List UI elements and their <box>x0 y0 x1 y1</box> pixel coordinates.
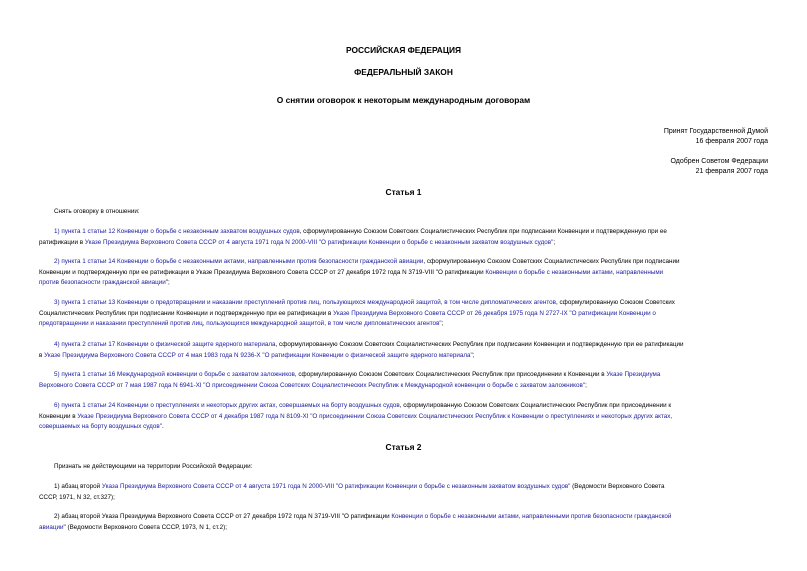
decree-link[interactable]: Указе Президиума Верховного Совета СССР от 4 декабря 1987 года N 8109-XI "О присоединении Союза Советских Социалистических Республик к Конвенции о преступлениях и некоторых других актах, <box>77 412 673 420</box>
decree-link-cont[interactable]: Верховного Совета СССР от 7 мая 1987 года N 6941-XI "О присоединении Союза Советских Социалистических Республик к Международной конвенции о борьбе с захватом заложников" <box>39 381 586 389</box>
article-1-item-1: 1) пункта 1 статьи 12 Конвенции о борьбе с незаконным захватом воздушных судов, сформулированную Союзом Советских Социалистических Республик при подписании Конвенции и подтвержденную при ее ратификации в Указе Президиума Верховного Совета СССР от 4 августа 1971 года N 2000-VIII "О ратификации Конвенции о борьбе с незаконным захватом воздушных судов"; <box>39 228 667 246</box>
article-2-heading: Статья 2 <box>385 442 422 452</box>
treaty-link[interactable]: 6) пункта 1 статьи 24 Конвенции о преступлениях и некоторых других актах, совершаемых на борту воздушных судов <box>54 402 400 409</box>
article-1-item-4: 4) пункта 2 статьи 17 Конвенции о физической защите ядерного материала, сформулированную Союзом Советских Социалистических Республик при подписании Конвенции и подтвержденную при ее ратификации в Указе Президиума Верховного Совета СССР от 4 мая 1983 года N 9236-X "О ратификации Конвенции о физической защите ядерного материала"; <box>39 341 684 359</box>
convention-link[interactable]: Конвенции о борьбе с незаконными актами, направленными <box>485 268 664 276</box>
article-1-item-6: 6) пункта 1 статьи 24 Конвенции о преступлениях и некоторых других актах, совершаемых на борту воздушных судов, сформулированную Союзом Советских Социалистических Республик при присоединении к Конвенции в Указе Президиума Верховного Совета СССР от 4 декабря 1987 года N 8109-XI "О присоединении Союза Советских Социалистических Республик к Конвенции о преступлениях и некоторых других актах, совершаемых на борту воздушных судов". <box>39 402 673 430</box>
decree-link-cont[interactable]: предотвращении и наказании преступлений против лиц, пользующихся международной защитой, в том числе дипломатических агентов" <box>39 320 442 327</box>
treaty-link[interactable]: 4) пункта 2 статьи 17 Конвенции о физической защите ядерного материала <box>54 341 276 348</box>
article-1-item-3: 3) пункта 1 статьи 13 Конвенции о предотвращении и наказании преступлений против лиц, пользующихся международной защитой, в том числе дипломатических агентов, сформулированную Союзом Советских Социалистических Республик при подписании Конвенции и подтвержденную при ее ратификации в Указе Президиума Верховного Совета СССР от 26 декабря 1975 года N 2727-IX "О ратификации Конвенции о предотвращении и наказании преступлений против лиц, пользующихся международной защитой, в том числе дипломатических агентов"; <box>39 299 675 327</box>
approved-by-council <box>670 157 768 177</box>
treaty-link[interactable]: 3) пункта 1 статьи 13 Конвенции о предотвращении и наказании преступлений против лиц, пользующихся международной защитой, в том числе дипломатических агентов <box>54 299 556 306</box>
article-1-heading: Статья 1 <box>385 187 422 197</box>
doc-type-heading: ФЕДЕРАЛЬНЫЙ ЗАКОН <box>354 67 453 77</box>
decree-link[interactable]: Указе Президиума Верховного Совета СССР от 4 мая 1983 года N 9236-X "О ратификации Конвенции о физической защите ядерного материала" <box>44 351 473 359</box>
convention-link-cont[interactable]: против безопасности гражданской авиации <box>39 279 166 286</box>
country-heading: РОССИЙСКАЯ ФЕДЕРАЦИЯ <box>345 45 462 55</box>
decree-link[interactable]: Указе Президиума <box>606 371 661 378</box>
adopted-by-duma <box>664 127 768 147</box>
decree-link-cont[interactable]: совершаемых на борту воздушных судов" <box>39 423 162 430</box>
treaty-link[interactable]: 5) пункта 1 статьи 16 Международной конвенции о борьбе с захватом заложников <box>54 371 295 378</box>
law-title: О снятии оговорок к некоторым международным договорам <box>276 95 531 105</box>
article-1-intro: Снять оговорку в отношении: <box>54 208 140 215</box>
treaty-link[interactable]: 2) пункта 1 статьи 14 Конвенции о борьбе с незаконными актами, направленными против безопасности гражданской авиации <box>54 258 424 265</box>
article-1-item-2: 2) пункта 1 статьи 14 Конвенции о борьбе с незаконными актами, направленными против безопасности гражданской авиации, сформулированную Союзом Советских Социалистических Республик при подписании Конвенции и подтвержденную при ее ратификации в Указе Президиума Верховного Совета СССР от 27 декабря 1972 года N 3719-VIII "О ратификации Конвенции о борьбе с незаконными актами, направленными против безопасности гражданской авиации"; <box>39 258 680 286</box>
treaty-link[interactable]: 1) пункта 1 статьи 12 Конвенции о борьбе с незаконным захватом воздушных судов <box>54 228 300 235</box>
convention-link-cont[interactable]: авиации <box>39 523 64 531</box>
council-line-1: Одобрен Советом Федерации <box>670 158 768 165</box>
convention-link[interactable]: Конвенции о борьбе с незаконными актами, направленными против безопасности гражданской <box>391 513 672 520</box>
article-2-item-2: 2) абзац второй Указа Президиума Верховного Совета СССР от 27 декабря 1972 года N 3719-VIII "О ратификации Конвенции о борьбе с незаконными актами, направленными против безопасности гражданской авиации" (Ведомости Верховного Совета СССР, 1973, N 1, ст.2); <box>39 513 672 531</box>
decree-link[interactable]: Указа Президиума Верховного Совета СССР от 4 августа 1971 года N 2000-VIII "О ратификации Конвенции о борьбе с незаконным захватом воздушных судов" <box>101 483 571 490</box>
decree-link[interactable]: Указе Президиума Верховного Совета СССР от 4 августа 1971 года N 2000-VIII "О ратификации Конвенции о борьбе с незаконным захватом воздушных судов" <box>84 238 554 246</box>
decree-link[interactable]: Указе Президиума Верховного Совета СССР от 26 декабря 1975 года N 2727-IX "О ратификации Конвенции о <box>333 309 656 317</box>
article-2-intro: Признать не действующими на территории Российской Федерации: <box>54 463 253 470</box>
duma-line-2: 16 февраля 2007 года <box>695 138 768 145</box>
article-2-item-1: 1) абзац второй Указа Президиума Верховного Совета СССР от 4 августа 1971 года N 2000-VIII "О ратификации Конвенции о борьбе с незаконным захватом воздушных судов" (Ведомости Верховного Совета СССР, 1971, N 32, ст.327); <box>39 483 665 501</box>
article-1-item-5: 5) пункта 1 статьи 16 Международной конвенции о борьбе с захватом заложников, сформулированную Союзом Советских Социалистических Республик при присоединении к Конвенции в Указе Президиума Верховного Совета СССР от 7 мая 1987 года N 6941-XI "О присоединении Союза Советских Социалистических Республик к Международной конвенции о борьбе с захватом заложников"; <box>39 371 661 389</box>
council-line-2: 21 февраля 2007 года <box>695 168 768 175</box>
duma-line-1: Принят Государственной Думой <box>663 128 768 135</box>
